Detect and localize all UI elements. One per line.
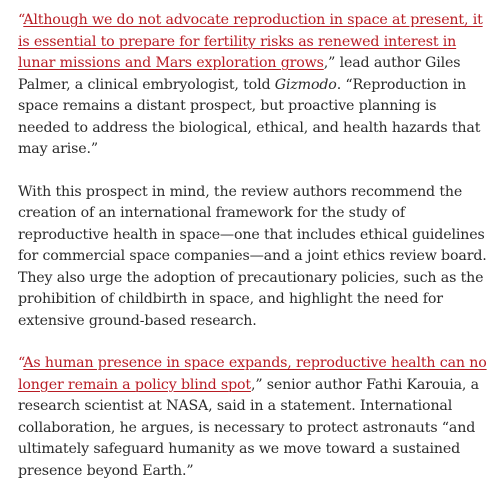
- open-quote: “: [18, 12, 24, 28]
- quote-link-karouia[interactable]: As human presence in space expands, reproductive health can no longer remain a policy blind spot: [18, 355, 487, 393]
- attribution-text: ,” lead author Giles Palmer, a clinical embryologist, told: [18, 55, 461, 93]
- quote-link-palmer[interactable]: Although we do not advocate reproduction in space at present, it is essential to prepare for fertility risks as renewed interest in lunar missions and Mars exploration grows: [18, 12, 483, 71]
- paragraph-recommendations: With this prospect in mind, the review authors recommend the creation of an international framework for the study of reproductive health in space—one that includes ethical guidelines for commercial space companies—and a joint ethics review board. They also urge the adoption of precautionary policies, such as the prohibition of childbirth in space, and highlight the need for extensive ground-based research.: [18, 183, 487, 329]
- paragraph-palmer-quote: [18, 10, 492, 161]
- quote-continuation: . “Reproduction in space remains a distant prospect, but proactive planning is needed to address the biological, ethical, and health hazards that may arise.”: [18, 76, 481, 157]
- open-quote: “: [18, 355, 24, 371]
- attribution-text: ,” senior author Fathi Karouia, a research scientist at NASA, said in a statement. International collaboration, he argues, is necessary to protect astronauts “and ultimately safeguard humanity as we move toward a sustained presence beyond Earth.”: [18, 376, 479, 479]
- publication-name: Gizmodo: [274, 76, 337, 93]
- paragraph-karouia-quote: [18, 353, 492, 482]
